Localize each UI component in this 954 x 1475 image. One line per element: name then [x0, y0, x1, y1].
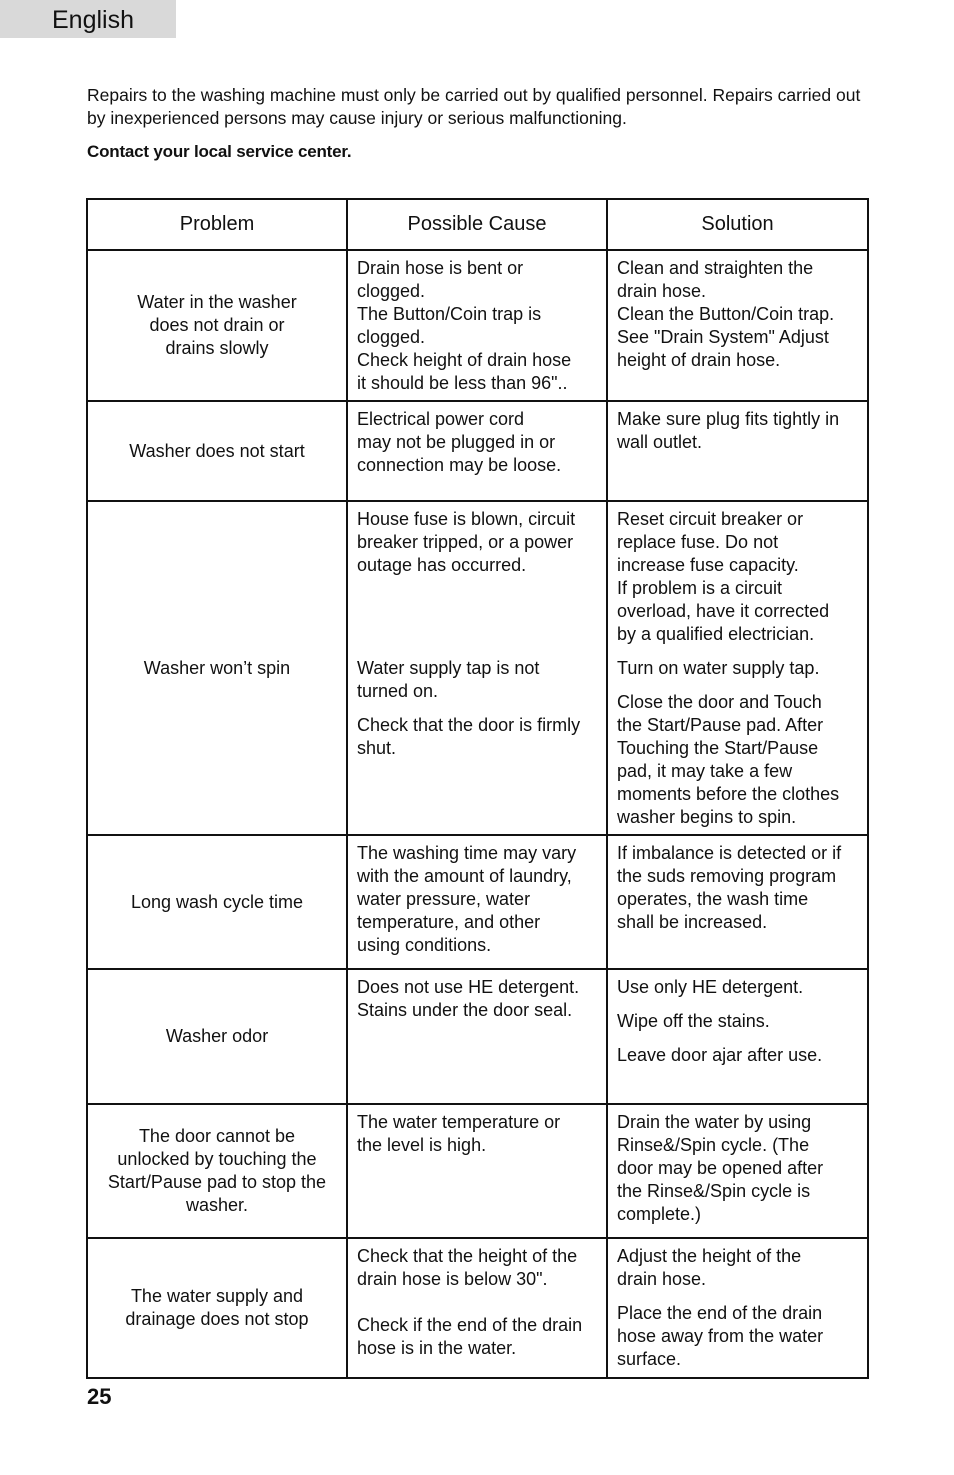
text-line: complete.): [617, 1204, 702, 1224]
text-line: washer.: [185, 1195, 249, 1215]
text-line: with the amount of laundry,: [357, 866, 572, 886]
cause-cell: [347, 501, 607, 835]
text-line: turned on.: [357, 681, 439, 701]
text-line: Use only HE detergent.: [617, 977, 804, 997]
text-line: Wipe off the stains.: [617, 1011, 770, 1031]
problem-cell: [87, 401, 347, 501]
text-line: drain hose is below 30".: [357, 1269, 548, 1289]
text-line: height of drain hose.: [617, 350, 781, 370]
text-line: Start/Pause pad to stop the: [107, 1172, 327, 1192]
text-line: shall be increased.: [617, 912, 768, 932]
table-row: [87, 250, 868, 401]
text-line: using conditions.: [357, 935, 492, 955]
problem-cell: [87, 835, 347, 969]
text-line: Electrical power cord: [357, 409, 525, 429]
text-line: hose away from the water: [617, 1326, 824, 1346]
text-line: Leave door ajar after use.: [617, 1045, 823, 1065]
text-line: washer begins to spin.: [617, 807, 797, 827]
text-line: Rinse&/Spin cycle. (The: [617, 1135, 810, 1155]
text-line: Check that the height of the: [357, 1246, 578, 1266]
text-line: replace fuse. Do not: [617, 532, 779, 552]
problem-cell: [87, 1238, 347, 1378]
text-line: outage has occurred.: [357, 555, 527, 575]
text-line: Long wash cycle time: [130, 891, 304, 912]
solution-cell: [607, 835, 868, 969]
text-line: door may be opened after: [617, 1158, 824, 1178]
text-line: temperature, and other: [357, 912, 541, 932]
problem-cell: [87, 969, 347, 1104]
text-line: overload, have it corrected: [617, 601, 830, 621]
problem-cell: [87, 1104, 347, 1238]
text-line: increase fuse capacity.: [617, 555, 799, 575]
text-line: The washing time may vary: [357, 843, 577, 863]
solution-cell: [607, 1238, 868, 1378]
table-row: [87, 969, 868, 1104]
text-line: Close the door and Touch: [617, 692, 822, 712]
table-row: [87, 1238, 868, 1378]
page-number: 25: [87, 1384, 112, 1409]
table-header-row: [87, 199, 868, 250]
text-line: Water supply tap is not: [357, 658, 540, 678]
text-line: If imbalance is detected or if: [617, 843, 842, 863]
text-line: Washer odor: [165, 1026, 269, 1046]
text-line: breaker tripped, or a power: [357, 532, 574, 552]
text-line: The door cannot be: [138, 1126, 296, 1146]
text-line: Clean the Button/Coin trap.: [617, 304, 835, 324]
text-line: connection may be loose.: [357, 455, 562, 475]
cause-cell: [347, 969, 607, 1104]
text-line: unlocked by touching the: [117, 1149, 317, 1169]
cause-cell: [347, 250, 607, 401]
header-problem: Problem: [87, 199, 347, 250]
text-line: If problem is a circuit: [617, 578, 783, 598]
text-line: it should be less than 96"..: [357, 373, 568, 393]
text-line: Make sure plug fits tightly in: [617, 409, 840, 429]
text-line: clogged.: [357, 327, 426, 347]
text-line: Check if the end of the drain: [357, 1315, 583, 1335]
text-line: drain hose.: [617, 281, 707, 301]
text-line: Washer does not start: [129, 440, 305, 461]
solution-cell: [607, 1104, 868, 1238]
text-line: Touching the Start/Pause: [617, 738, 819, 758]
table-row: [87, 501, 868, 835]
text-line: may not be plugged in or: [357, 432, 556, 452]
text-line: Stains under the door seal.: [357, 1000, 573, 1020]
text-line: Reset circuit breaker or: [617, 509, 804, 529]
text-line: by a qualified electrician.: [617, 624, 815, 644]
text-line: Clean and straighten the: [617, 258, 814, 278]
solution-cell: [607, 250, 868, 401]
table-row: [87, 401, 868, 501]
solution-cell: [607, 969, 868, 1104]
text-line: the Start/Pause pad. After: [617, 715, 824, 735]
text-line: clogged.: [357, 281, 426, 301]
text-line: water pressure, water: [357, 889, 531, 909]
cause-cell: [347, 1238, 607, 1378]
text-line: shut.: [357, 738, 397, 758]
text-line: Washer won’t spin: [143, 657, 291, 678]
cause-cell: [347, 835, 607, 969]
text-line: moments before the clothes: [617, 784, 840, 804]
text-line: surface.: [617, 1349, 682, 1369]
text-line: drain hose.: [617, 1269, 707, 1289]
table-row: [87, 835, 868, 969]
text-line: The water supply and: [130, 1286, 304, 1306]
problem-cell: [87, 501, 347, 835]
cause-cell: [347, 401, 607, 501]
text-line: Does not use HE detergent.: [357, 977, 580, 997]
text-line: Turn on water supply tap.: [617, 658, 820, 678]
text-line: the suds removing program: [617, 866, 837, 886]
header-solution: Solution: [607, 199, 868, 250]
text-line: wall outlet.: [617, 432, 703, 452]
text-line: pad, it may take a few: [617, 761, 793, 781]
text-line: the Rinse&/Spin cycle is: [617, 1181, 811, 1201]
text-line: drainage does not stop: [125, 1309, 309, 1329]
contact-note: Contact your local service center.: [87, 142, 352, 161]
text-line: Check height of drain hose: [357, 350, 572, 370]
problem-cell: [87, 250, 347, 401]
text-line: The water temperature or: [357, 1112, 561, 1132]
text-line: operates, the wash time: [617, 889, 809, 909]
troubleshooting-table: [86, 198, 869, 1379]
header-possible-cause: Possible Cause: [347, 199, 607, 250]
solution-cell: [607, 501, 868, 835]
solution-cell: [607, 401, 868, 501]
text-line: Drain the water by using: [617, 1112, 812, 1132]
language-tab: English: [0, 0, 176, 38]
text-line: Water in the washer: [137, 292, 297, 312]
text-line: hose is in the water.: [357, 1338, 517, 1358]
text-line: The Button/Coin trap is: [357, 304, 542, 324]
text-line: Place the end of the drain: [617, 1303, 823, 1323]
text-line: See "Drain System" Adjust: [617, 327, 829, 347]
cause-cell: [347, 1104, 607, 1238]
text-line: the level is high.: [357, 1135, 487, 1155]
text-line: does not drain or: [149, 315, 285, 335]
text-line: House fuse is blown, circuit: [357, 509, 576, 529]
table-row: [87, 1104, 868, 1238]
repair-warning: Repairs to the washing machine must only be carried out by qualified personnel. Repairs carried out by inexperienced persons may cause injury or serious malfunctioning.: [87, 85, 861, 128]
text-line: Drain hose is bent or: [357, 258, 524, 278]
text-line: drains slowly: [165, 338, 269, 358]
text-line: Check that the door is firmly: [357, 715, 581, 735]
text-line: Adjust the height of the: [617, 1246, 802, 1266]
